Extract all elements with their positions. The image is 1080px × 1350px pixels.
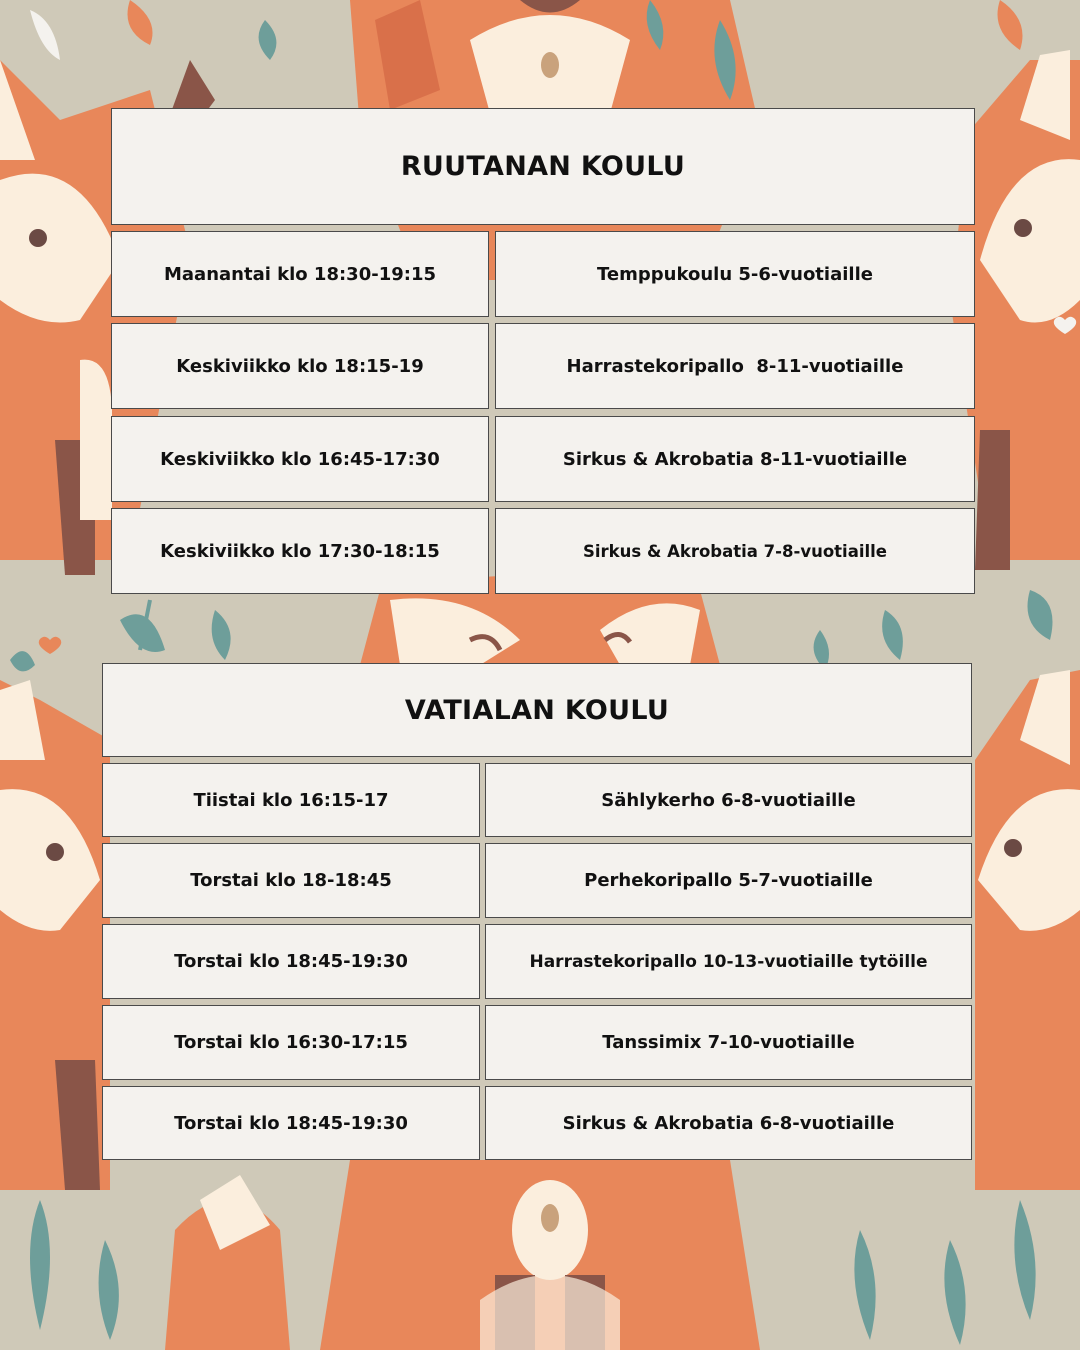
- fox-bottom-center-icon: [320, 1160, 760, 1350]
- schedule-activity: Sählykerho 6-8-vuotiaille: [485, 763, 972, 837]
- schedule-activity: Temppukoulu 5-6-vuotiaille: [495, 231, 975, 317]
- fox-right-bottom-icon: [975, 670, 1080, 1190]
- schedule-activity: Perhekoripallo 5-7-vuotiaille: [485, 843, 972, 918]
- section-title: VATIALAN KOULU: [102, 663, 972, 757]
- schedule-activity: Sirkus & Akrobatia 8-11-vuotiaille: [495, 416, 975, 502]
- schedule-activity: Harrastekoripallo 8-11-vuotiaille: [495, 323, 975, 409]
- schedule-time: Keskiviikko klo 18:15-19: [111, 323, 489, 409]
- schedule-activity: Tanssimix 7-10-vuotiaille: [485, 1005, 972, 1080]
- schedule-time: Tiistai klo 16:15-17: [102, 763, 480, 837]
- schedule-time: Torstai klo 18-18:45: [102, 843, 480, 918]
- schedule-time: Torstai klo 18:45-19:30: [102, 924, 480, 999]
- schedule-time: Keskiviikko klo 16:45-17:30: [111, 416, 489, 502]
- schedule-time: Maanantai klo 18:30-19:15: [111, 231, 489, 317]
- section-title: RUUTANAN KOULU: [111, 108, 975, 225]
- fox-left-bottom-icon: [0, 680, 110, 1190]
- schedule-activity: Harrastekoripallo 10-13-vuotiaille tytöille: [485, 924, 972, 999]
- schedule-time: Keskiviikko klo 17:30-18:15: [111, 508, 489, 594]
- schedule-activity: Sirkus & Akrobatia 6-8-vuotiaille: [485, 1086, 972, 1160]
- schedule-time: Torstai klo 16:30-17:15: [102, 1005, 480, 1080]
- schedule-time: Torstai klo 18:45-19:30: [102, 1086, 480, 1160]
- schedule-activity: Sirkus & Akrobatia 7-8-vuotiaille: [495, 508, 975, 594]
